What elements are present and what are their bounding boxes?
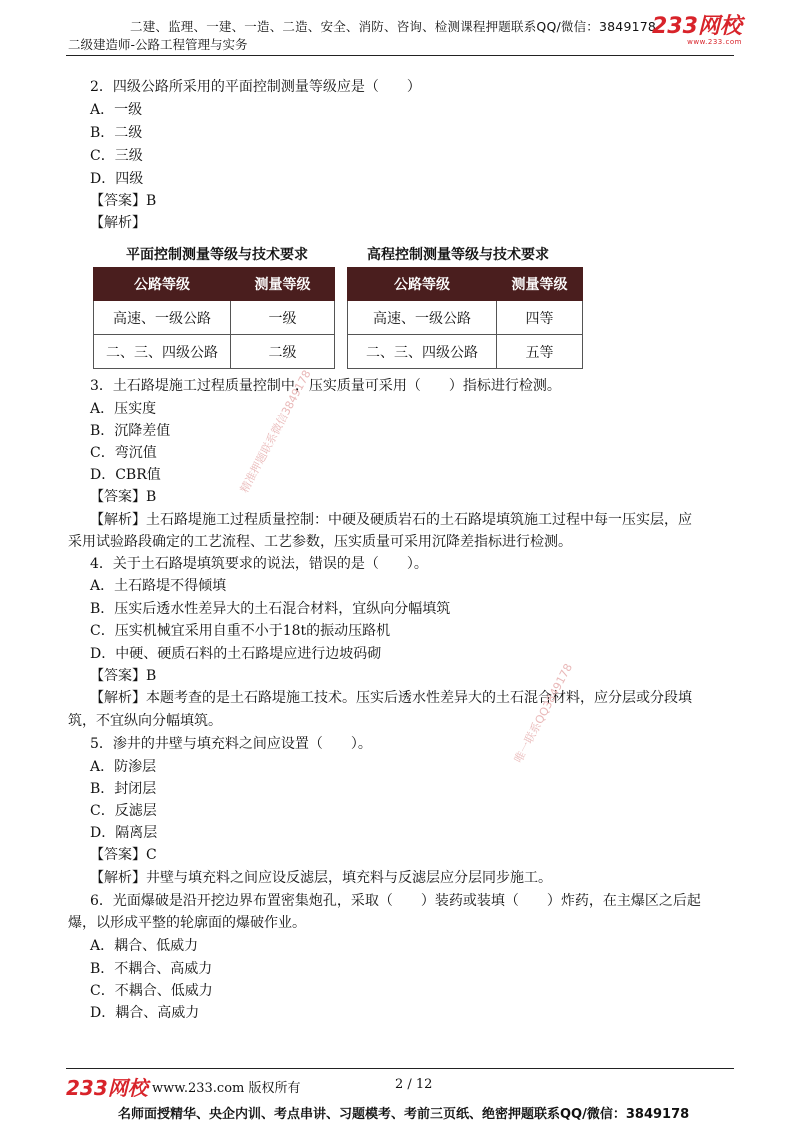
question-3-analysis: 【解析】土石路堤施工过程质量控制：中硬及硬质岩石的土石路堤填筑施工过程中每一压实层，应 [90, 512, 692, 528]
plane-control-table [93, 267, 335, 369]
question-3-answer: 【答案】B [90, 489, 157, 505]
question-4-answer: 【答案】B [90, 668, 157, 684]
footer-promo-line: 名师面授精华、央企内训、考点串讲、习题模考、考前三页纸、绝密押题联系QQ/微信：3849178 [118, 1107, 690, 1122]
question-5-option-b: B．封闭层 [90, 781, 157, 797]
question-3-option-c: C．弯沉值 [90, 445, 157, 461]
table-header-cell: 测量等级 [497, 268, 583, 301]
question-3: 3．土石路堤施工过程质量控制中，压实质量可采用（ ）指标进行检测。 [90, 378, 561, 394]
table-header-row [94, 268, 335, 301]
question-2-analysis-label: 【解析】 [90, 215, 146, 231]
question-2: 2．四级公路所采用的平面控制测量等级应是（ ） [90, 79, 421, 95]
table-header-cell: 公路等级 [348, 268, 497, 301]
brand-logo-text: 233网校 [652, 14, 742, 39]
table-row [94, 301, 335, 335]
question-5-option-d: D．隔离层 [90, 825, 158, 841]
question-6-option-d: D．耦合、高威力 [90, 1005, 200, 1021]
watermark: 精准押题联系微信3849178 [237, 367, 314, 496]
question-6-option-b: B．不耦合、高威力 [90, 961, 213, 977]
header-divider [66, 55, 734, 56]
question-5-analysis: 【解析】井壁与填充料之间应设反滤层，填充料与反滤层应分层同步施工。 [90, 870, 552, 886]
question-4-option-b: B．压实后透水性差异大的土石混合材料，宜纵向分幅填筑 [90, 601, 451, 617]
question-4-analysis: 【解析】本题考查的是土石路堤施工技术。压实后透水性差异大的土石混合材料，应分层或分段填 [90, 690, 692, 706]
footer-logo: 233网校 [66, 1076, 148, 1100]
question-3-analysis-cont: 采用试验路段确定的工艺流程、工艺参数，压实质量可采用沉降差指标进行检测。 [68, 534, 572, 550]
table-row [348, 335, 583, 369]
question-2-option-a: A．一级 [90, 102, 143, 118]
plane-control-table-title: 平面控制测量等级与技术要求 [126, 247, 308, 263]
table-cell: 二、三、四级公路 [94, 335, 231, 369]
question-2-answer: 【答案】B [90, 193, 157, 209]
table-cell: 二级 [231, 335, 335, 369]
table-cell: 五等 [497, 335, 583, 369]
question-5-option-c: C．反滤层 [90, 803, 157, 819]
table-cell: 二、三、四级公路 [348, 335, 497, 369]
table-cell: 高速、一级公路 [94, 301, 231, 335]
table-cell: 一级 [231, 301, 335, 335]
question-4-option-c: C．压实机械宜采用自重不小于18t的振动压路机 [90, 623, 391, 639]
question-2-option-b: B．二级 [90, 125, 143, 141]
question-2-option-d: D．四级 [90, 171, 144, 187]
question-3-option-b: B．沉降差值 [90, 423, 171, 439]
table-header-row [348, 268, 583, 301]
question-4: 4．关于土石路堤填筑要求的说法，错误的是（ ）。 [90, 556, 428, 572]
table-cell: 高速、一级公路 [348, 301, 497, 335]
footer-divider [66, 1068, 734, 1069]
question-6: 6．光面爆破是沿开挖边界布置密集炮孔，采取（ ）装药或装填（ ）炸药，在主爆区之后起 [90, 893, 701, 909]
header-promo-line: 二建、监理、一建、一造、二造、安全、消防、咨询、检测课程押题联系QQ/微信：3849178 [130, 19, 657, 34]
question-5-option-a: A．防渗层 [90, 759, 157, 775]
brand-logo-domain: www.233.com [687, 38, 742, 46]
question-4-option-a: A．土石路堤不得倾填 [90, 578, 227, 594]
question-2-option-c: C．三级 [90, 148, 143, 164]
question-5: 5．渗井的井壁与填充料之间应设置（ ）。 [90, 736, 372, 752]
table-header-cell: 公路等级 [94, 268, 231, 301]
table-row [348, 301, 583, 335]
question-3-option-d: D．CBR值 [90, 467, 161, 483]
question-6-option-c: C．不耦合、低威力 [90, 983, 213, 999]
question-4-analysis-cont: 筑，不宜纵向分幅填筑。 [68, 713, 222, 729]
document-subtitle: 二级建造师-公路工程管理与实务 [68, 37, 248, 52]
question-6-cont: 爆，以形成平整的轮廓面的爆破作业。 [68, 915, 306, 931]
brand-logo [652, 16, 742, 46]
footer-copyright: www.233.com 版权所有 [152, 1081, 301, 1096]
table-cell: 四等 [497, 301, 583, 335]
table-row [94, 335, 335, 369]
table-header-cell: 测量等级 [231, 268, 335, 301]
question-4-option-d: D．中硬、硬质石料的土石路堤应进行边坡码砌 [90, 646, 382, 662]
page-number: 2 / 12 [395, 1077, 433, 1092]
height-control-table-title: 高程控制测量等级与技术要求 [367, 247, 549, 263]
question-3-option-a: A．压实度 [90, 401, 157, 417]
question-5-answer: 【答案】C [90, 847, 157, 863]
watermark: 唯一联系QQ3849178 [511, 661, 576, 766]
question-6-option-a: A．耦合、低威力 [90, 938, 199, 954]
height-control-table [347, 267, 583, 369]
